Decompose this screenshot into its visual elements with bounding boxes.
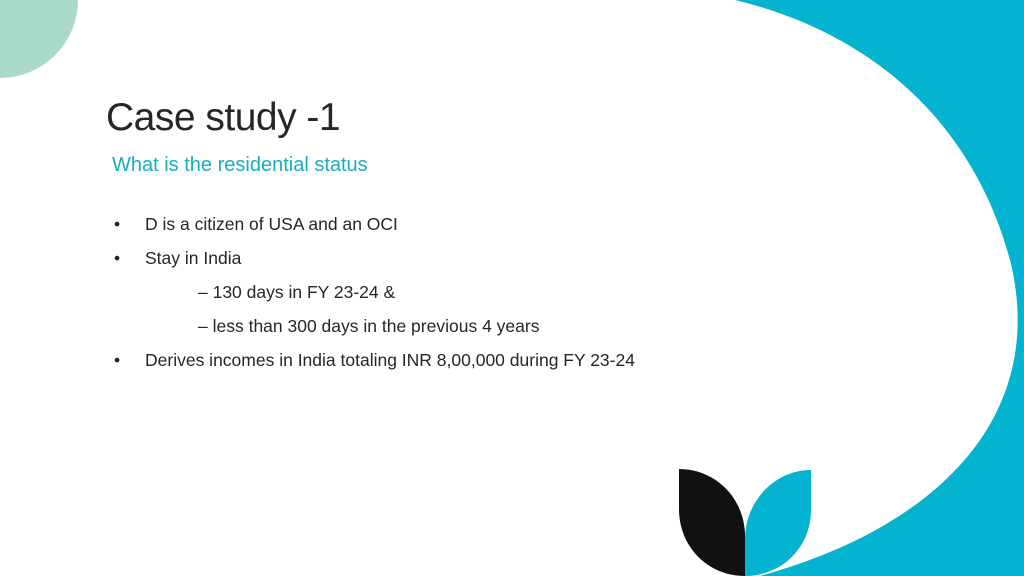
bullet-dot-icon: • — [114, 350, 121, 370]
mint-circle-shape — [0, 0, 78, 78]
bullet-dot-icon: • — [114, 248, 121, 268]
sub-bullet-text: – less than 300 days in the previous 4 years — [198, 316, 540, 336]
bullet-dot-icon: • — [114, 214, 121, 234]
sub-bullet-item-days-previous-years — [112, 312, 635, 346]
teal-leaf-shape — [745, 470, 811, 576]
bullet-text: Derives incomes in India totaling INR 8,00,000 during FY 23-24 — [145, 350, 635, 370]
bullet-item-income — [112, 346, 635, 380]
slide-subtitle: What is the residential status — [112, 154, 368, 176]
black-leaf-shape — [679, 469, 745, 576]
bullet-item-citizenship — [112, 210, 635, 244]
bullet-text: D is a citizen of USA and an OCI — [145, 214, 398, 234]
sub-bullet-item-days-current-fy — [112, 278, 635, 312]
bullet-text: Stay in India — [145, 248, 242, 268]
sub-bullet-text: – 130 days in FY 23-24 & — [198, 282, 396, 302]
bullet-list — [112, 210, 635, 380]
slide-title: Case study -1 — [106, 96, 341, 139]
bullet-item-stay — [112, 244, 635, 278]
